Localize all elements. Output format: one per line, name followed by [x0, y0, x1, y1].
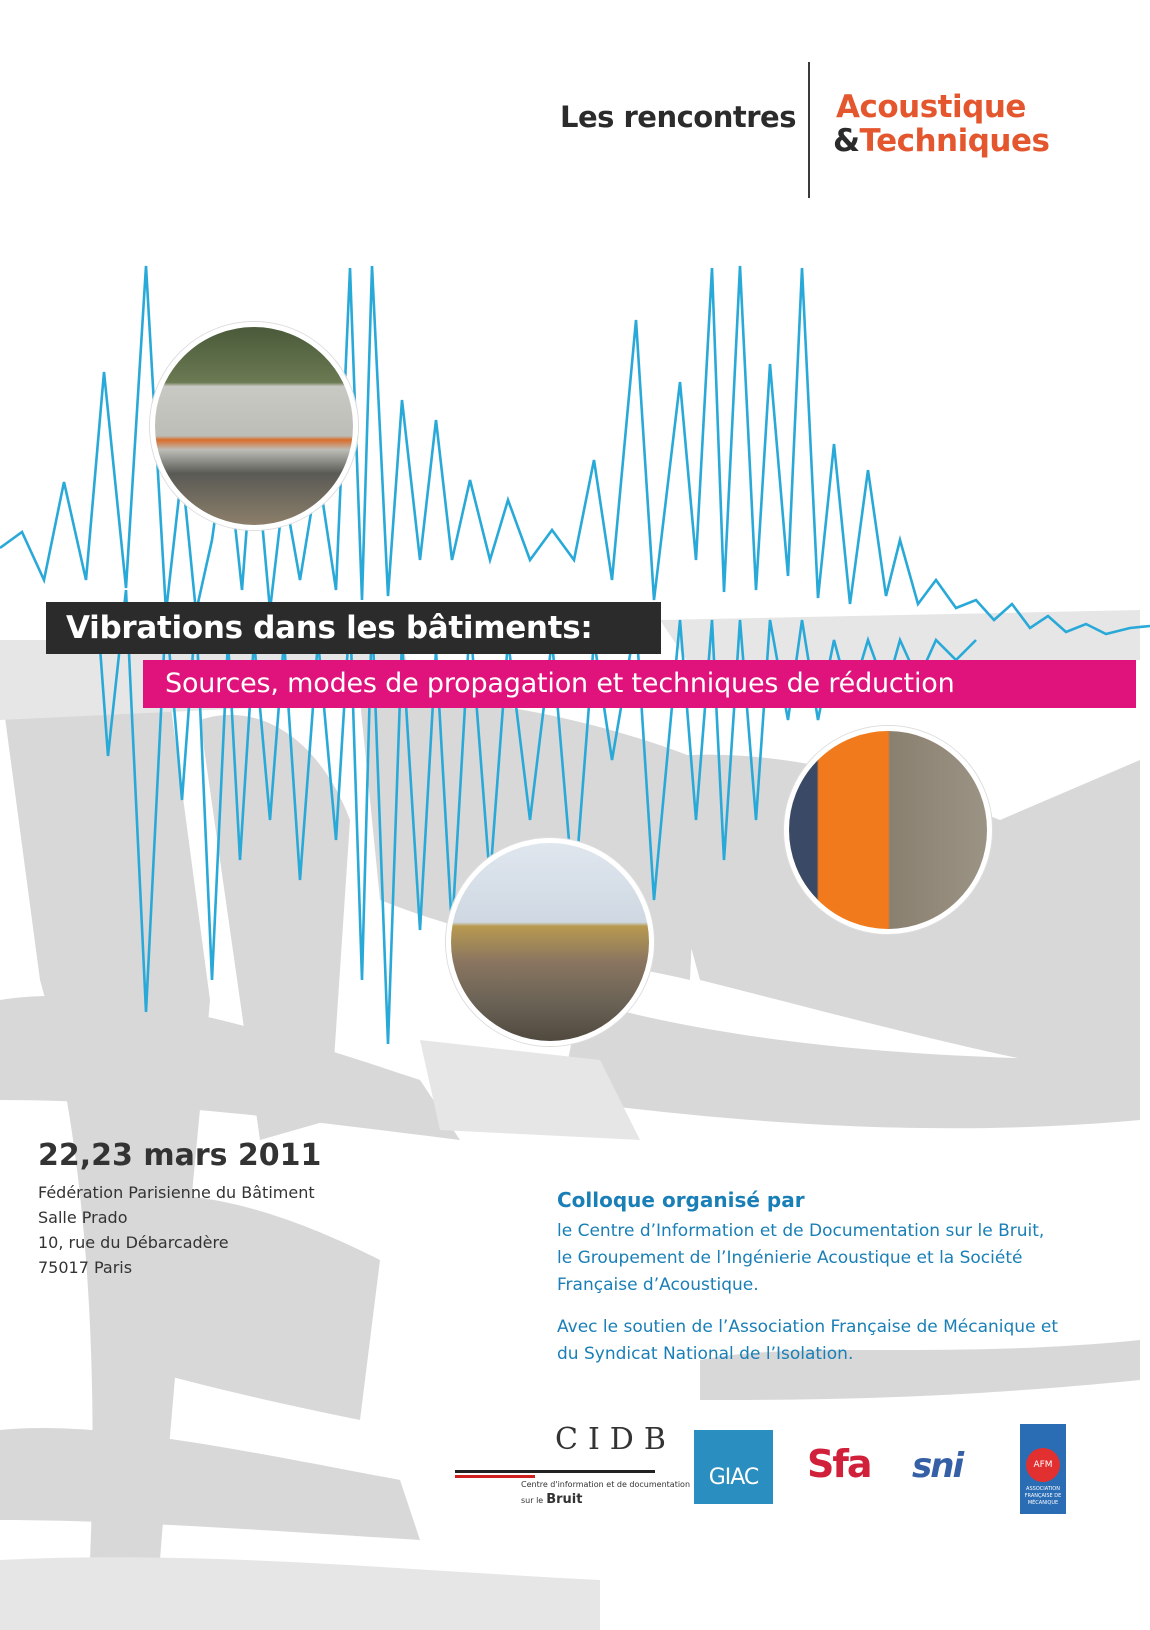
venue-line: Fédération Parisienne du Bâtiment — [38, 1183, 315, 1202]
afm-circle: AFM — [1026, 1448, 1060, 1482]
cidb-rule-red — [455, 1475, 535, 1478]
brand-line2 — [833, 124, 1049, 158]
elevated-metro-photo — [446, 838, 654, 1046]
venue-line: 75017 Paris — [38, 1258, 133, 1277]
brand-ampersand: & — [833, 123, 860, 159]
afm-logo — [1020, 1424, 1066, 1514]
support-line: Avec le soutien de l’Association Française de Mécanique et — [557, 1317, 1059, 1337]
sfa-logo: Sfa — [807, 1442, 871, 1486]
cidb-bruit — [521, 1492, 582, 1507]
brand-line1: Acoustique — [836, 89, 1026, 125]
cidb-subtitle: Centre d'information et de documentation — [521, 1480, 691, 1489]
brand-divider — [808, 62, 810, 198]
page-subtitle: Sources, modes de propagation et techniques de réduction — [143, 660, 1136, 708]
support-line: du Syndicat National de l’Isolation. — [557, 1344, 854, 1364]
organizers-line: Française d’Acoustique. — [557, 1275, 759, 1295]
venue-line: Salle Prado — [38, 1208, 128, 1227]
giac-logo: GIAC — [694, 1430, 773, 1504]
afm-subtitle: ASSOCIATION FRANÇAISE DE MÉCANIQUE — [1024, 1486, 1062, 1506]
organizers-line: le Groupement de l’Ingénierie Acoustique et la Société — [557, 1248, 1023, 1268]
construction-worker-photo — [784, 726, 992, 934]
support-text — [557, 1314, 1058, 1368]
organizers-line: le Centre d’Information et de Documentation sur le Bruit, — [557, 1221, 1045, 1241]
brand-logo-acoustique-techniques — [833, 90, 1049, 158]
event-date: 22,23 mars 2011 — [38, 1138, 322, 1173]
train-photo — [150, 322, 358, 530]
organizers-heading: Colloque organisé par — [557, 1188, 805, 1212]
venue-line: 10, rue du Débarcadère — [38, 1233, 229, 1252]
event-venue — [38, 1180, 315, 1280]
cidb-prefix: sur le — [521, 1496, 544, 1505]
cidb-bruit-word: Bruit — [546, 1492, 583, 1507]
series-name: Les rencontres — [560, 100, 796, 134]
cidb-mark: CIDB — [555, 1422, 676, 1457]
organizers-text — [557, 1218, 1044, 1299]
sni-logo: sni — [912, 1446, 963, 1486]
page-title: Vibrations dans les bâtiments: — [46, 602, 661, 654]
brand-line2-text: Techniques — [859, 123, 1050, 159]
cidb-logo — [455, 1422, 691, 1510]
cidb-rule — [455, 1470, 655, 1473]
